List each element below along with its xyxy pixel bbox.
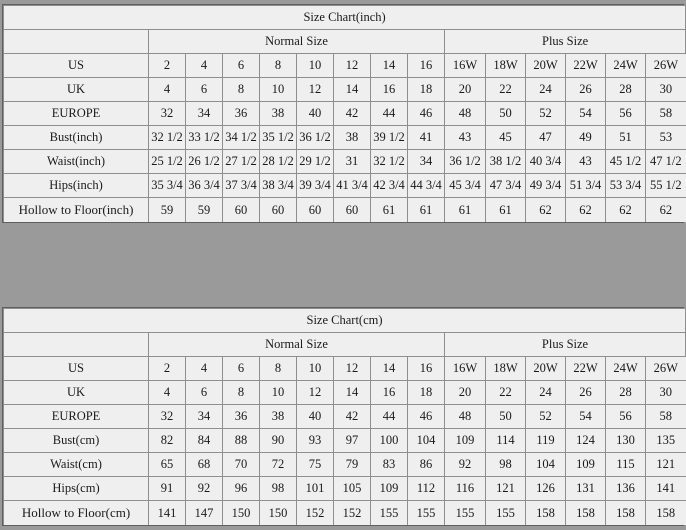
row-label: US	[4, 357, 149, 381]
table-cell: 26	[566, 381, 606, 405]
size-chart-inch	[2, 4, 684, 223]
row-label: UK	[4, 381, 149, 405]
table-cell: 34	[408, 150, 445, 174]
row-label: Hips(inch)	[4, 174, 149, 198]
table-cell: 124	[566, 429, 606, 453]
table-cell: 101	[297, 477, 334, 501]
table-cell: 43	[445, 126, 486, 150]
table-cell: 47 3/4	[486, 174, 526, 198]
table-cell: 16	[371, 78, 408, 102]
table-row	[4, 381, 686, 405]
table-cell: 158	[606, 501, 646, 526]
table-cell: 150	[223, 501, 260, 526]
table-cell: 28	[606, 381, 646, 405]
table-cell: 75	[297, 453, 334, 477]
table-cell: 24W	[606, 357, 646, 381]
table-cell: 33 1/2	[186, 126, 223, 150]
row-label: Hollow to Floor(cm)	[4, 501, 149, 526]
table-cell: 96	[223, 477, 260, 501]
table-cell: 83	[371, 453, 408, 477]
table-cell: 18	[408, 78, 445, 102]
table-cell: 40	[297, 405, 334, 429]
table-cell: 34	[186, 405, 223, 429]
row-label: Bust(inch)	[4, 126, 149, 150]
table-cell: 50	[486, 405, 526, 429]
table-cell: 49	[566, 126, 606, 150]
table-cell: 109	[566, 453, 606, 477]
table-cell: 115	[606, 453, 646, 477]
table-cell: 44 3/4	[408, 174, 445, 198]
table-cell: 62	[646, 198, 686, 223]
table-cell: 25 1/2	[149, 150, 186, 174]
table-cell: 10	[297, 357, 334, 381]
table-cell: 16	[408, 357, 445, 381]
table-cell: 10	[260, 78, 297, 102]
table-cell: 47	[526, 126, 566, 150]
table-cell: 12	[297, 381, 334, 405]
table-cell: 42	[334, 102, 371, 126]
table-row	[4, 78, 686, 102]
table-cell: 12	[334, 357, 371, 381]
table-cell: 58	[646, 102, 686, 126]
row-label: Waist(cm)	[4, 453, 149, 477]
row-label: EUROPE	[4, 405, 149, 429]
table-row	[4, 405, 686, 429]
table-cell: 30	[646, 381, 686, 405]
table-cell: 112	[408, 477, 445, 501]
table-cell: 28	[606, 78, 646, 102]
table-cell: 45	[486, 126, 526, 150]
table-cell: 16W	[445, 54, 486, 78]
table-cell: 86	[408, 453, 445, 477]
table-row	[4, 501, 686, 526]
table-cell: 155	[486, 501, 526, 526]
table-cell: 8	[223, 381, 260, 405]
table-cell: 131	[566, 477, 606, 501]
chart-title-row	[4, 309, 686, 333]
group-header: Plus Size	[445, 30, 686, 54]
table-cell: 36 3/4	[186, 174, 223, 198]
table-cell: 98	[486, 453, 526, 477]
table-cell: 40 3/4	[526, 150, 566, 174]
table-cell: 158	[526, 501, 566, 526]
table-cell: 39 1/2	[371, 126, 408, 150]
cm-table-body	[4, 309, 686, 526]
table-cell: 32	[149, 405, 186, 429]
table-cell: 150	[260, 501, 297, 526]
table-cell: 4	[149, 381, 186, 405]
table-cell: 54	[566, 405, 606, 429]
table-cell: 38	[260, 405, 297, 429]
table-cell: 35 3/4	[149, 174, 186, 198]
table-cell: 51	[606, 126, 646, 150]
table-cell: 60	[260, 198, 297, 223]
table-cell: 119	[526, 429, 566, 453]
table-cell: 155	[445, 501, 486, 526]
table-cell: 24	[526, 78, 566, 102]
row-label: Hollow to Floor(inch)	[4, 198, 149, 223]
table-cell: 114	[486, 429, 526, 453]
table-cell: 14	[371, 357, 408, 381]
table-cell: 61	[445, 198, 486, 223]
table-cell: 93	[297, 429, 334, 453]
table-cell: 2	[149, 357, 186, 381]
table-cell: 56	[606, 405, 646, 429]
group-header-row	[4, 30, 686, 54]
table-cell: 37 3/4	[223, 174, 260, 198]
table-cell: 126	[526, 477, 566, 501]
table-cell: 100	[371, 429, 408, 453]
table-cell: 16	[408, 54, 445, 78]
table-cell: 42	[334, 405, 371, 429]
table-cell: 97	[334, 429, 371, 453]
table-row	[4, 477, 686, 501]
table-cell: 44	[371, 405, 408, 429]
table-cell: 16W	[445, 357, 486, 381]
table-cell: 41 3/4	[334, 174, 371, 198]
table-cell: 55 1/2	[646, 174, 686, 198]
table-cell: 59	[186, 198, 223, 223]
table-cell: 8	[260, 54, 297, 78]
table-cell: 104	[526, 453, 566, 477]
table-cell: 24	[526, 381, 566, 405]
table-cell: 60	[297, 198, 334, 223]
table-cell: 38 3/4	[260, 174, 297, 198]
table-cell: 109	[445, 429, 486, 453]
table-cell: 22	[486, 78, 526, 102]
table-cell: 32 1/2	[371, 150, 408, 174]
table-row	[4, 150, 686, 174]
table-corner-cell	[4, 333, 149, 357]
table-cell: 68	[186, 453, 223, 477]
table-row	[4, 357, 686, 381]
table-cell: 88	[223, 429, 260, 453]
table-cell: 20W	[526, 54, 566, 78]
table-cell: 32 1/2	[149, 126, 186, 150]
table-cell: 98	[260, 477, 297, 501]
table-cell: 52	[526, 102, 566, 126]
table-cell: 47 1/2	[646, 150, 686, 174]
table-cell: 40	[297, 102, 334, 126]
table-cell: 61	[371, 198, 408, 223]
table-cell: 158	[566, 501, 606, 526]
table-cell: 62	[566, 198, 606, 223]
table-cell: 53 3/4	[606, 174, 646, 198]
table-cell: 30	[646, 78, 686, 102]
table-cell: 60	[223, 198, 260, 223]
table-cell: 82	[149, 429, 186, 453]
table-cell: 91	[149, 477, 186, 501]
table-cell: 105	[334, 477, 371, 501]
table-cell: 6	[223, 357, 260, 381]
table-cell: 65	[149, 453, 186, 477]
table-cell: 38 1/2	[486, 150, 526, 174]
group-header-row	[4, 333, 686, 357]
table-cell: 8	[260, 357, 297, 381]
table-cell: 12	[297, 78, 334, 102]
table-cell: 48	[445, 102, 486, 126]
size-chart-cm-table	[3, 308, 686, 525]
row-label: Waist(inch)	[4, 150, 149, 174]
table-cell: 61	[408, 198, 445, 223]
table-cell: 49 3/4	[526, 174, 566, 198]
table-cell: 27 1/2	[223, 150, 260, 174]
table-cell: 72	[260, 453, 297, 477]
table-cell: 28 1/2	[260, 150, 297, 174]
table-cell: 45 3/4	[445, 174, 486, 198]
table-cell: 34 1/2	[223, 126, 260, 150]
table-cell: 58	[646, 405, 686, 429]
group-header: Normal Size	[149, 333, 445, 357]
table-cell: 38	[334, 126, 371, 150]
row-label: Bust(cm)	[4, 429, 149, 453]
table-cell: 130	[606, 429, 646, 453]
table-cell: 24W	[606, 54, 646, 78]
table-row	[4, 102, 686, 126]
table-cell: 61	[486, 198, 526, 223]
table-cell: 14	[334, 78, 371, 102]
chart-title-row	[4, 6, 686, 30]
table-cell: 104	[408, 429, 445, 453]
table-cell: 50	[486, 102, 526, 126]
table-cell: 43	[566, 150, 606, 174]
table-cell: 8	[223, 78, 260, 102]
table-cell: 45 1/2	[606, 150, 646, 174]
inch-table-body	[4, 6, 686, 223]
table-cell: 36 1/2	[445, 150, 486, 174]
table-cell: 51 3/4	[566, 174, 606, 198]
group-header: Normal Size	[149, 30, 445, 54]
table-corner-cell	[4, 30, 149, 54]
table-cell: 36 1/2	[297, 126, 334, 150]
table-cell: 53	[646, 126, 686, 150]
table-cell: 22W	[566, 357, 606, 381]
table-row	[4, 174, 686, 198]
group-header: Plus Size	[445, 333, 686, 357]
table-cell: 42 3/4	[371, 174, 408, 198]
table-cell: 6	[186, 381, 223, 405]
table-cell: 20	[445, 78, 486, 102]
table-cell: 39 3/4	[297, 174, 334, 198]
table-cell: 18W	[486, 54, 526, 78]
table-cell: 79	[334, 453, 371, 477]
row-label: US	[4, 54, 149, 78]
table-cell: 116	[445, 477, 486, 501]
table-cell: 6	[186, 78, 223, 102]
table-cell: 12	[334, 54, 371, 78]
table-row	[4, 453, 686, 477]
table-cell: 16	[371, 381, 408, 405]
size-chart-cm	[2, 307, 684, 526]
table-cell: 10	[297, 54, 334, 78]
table-cell: 92	[445, 453, 486, 477]
table-cell: 32	[149, 102, 186, 126]
table-cell: 121	[486, 477, 526, 501]
table-cell: 4	[186, 54, 223, 78]
table-cell: 14	[371, 54, 408, 78]
size-chart-inch-table	[3, 5, 686, 222]
table-cell: 26 1/2	[186, 150, 223, 174]
table-cell: 141	[149, 501, 186, 526]
table-cell: 92	[186, 477, 223, 501]
table-cell: 36	[223, 405, 260, 429]
table-cell: 44	[371, 102, 408, 126]
table-cell: 41	[408, 126, 445, 150]
table-cell: 26W	[646, 357, 686, 381]
table-cell: 26	[566, 78, 606, 102]
table-cell: 22W	[566, 54, 606, 78]
table-cell: 4	[186, 357, 223, 381]
table-cell: 20	[445, 381, 486, 405]
table-cell: 6	[223, 54, 260, 78]
table-cell: 84	[186, 429, 223, 453]
table-cell: 4	[149, 78, 186, 102]
table-cell: 90	[260, 429, 297, 453]
chart-title: Size Chart(cm)	[4, 309, 686, 333]
table-cell: 152	[297, 501, 334, 526]
table-cell: 2	[149, 54, 186, 78]
table-cell: 31	[334, 150, 371, 174]
table-cell: 35 1/2	[260, 126, 297, 150]
table-cell: 158	[646, 501, 686, 526]
table-cell: 152	[334, 501, 371, 526]
table-cell: 147	[186, 501, 223, 526]
table-cell: 20W	[526, 357, 566, 381]
table-cell: 136	[606, 477, 646, 501]
row-label: Hips(cm)	[4, 477, 149, 501]
table-cell: 14	[334, 381, 371, 405]
table-cell: 141	[646, 477, 686, 501]
table-cell: 155	[408, 501, 445, 526]
table-cell: 60	[334, 198, 371, 223]
table-cell: 26W	[646, 54, 686, 78]
table-row	[4, 429, 686, 453]
table-cell: 121	[646, 453, 686, 477]
table-cell: 36	[223, 102, 260, 126]
row-label: EUROPE	[4, 102, 149, 126]
table-row	[4, 126, 686, 150]
table-row	[4, 198, 686, 223]
table-cell: 48	[445, 405, 486, 429]
table-cell: 109	[371, 477, 408, 501]
table-cell: 34	[186, 102, 223, 126]
table-cell: 38	[260, 102, 297, 126]
table-cell: 46	[408, 405, 445, 429]
table-row	[4, 54, 686, 78]
table-cell: 46	[408, 102, 445, 126]
table-cell: 59	[149, 198, 186, 223]
chart-title: Size Chart(inch)	[4, 6, 686, 30]
table-cell: 10	[260, 381, 297, 405]
table-cell: 29 1/2	[297, 150, 334, 174]
table-cell: 70	[223, 453, 260, 477]
table-cell: 62	[526, 198, 566, 223]
table-cell: 18	[408, 381, 445, 405]
table-cell: 22	[486, 381, 526, 405]
table-cell: 54	[566, 102, 606, 126]
table-cell: 56	[606, 102, 646, 126]
table-cell: 135	[646, 429, 686, 453]
table-cell: 155	[371, 501, 408, 526]
row-label: UK	[4, 78, 149, 102]
table-cell: 18W	[486, 357, 526, 381]
table-cell: 52	[526, 405, 566, 429]
table-cell: 62	[606, 198, 646, 223]
